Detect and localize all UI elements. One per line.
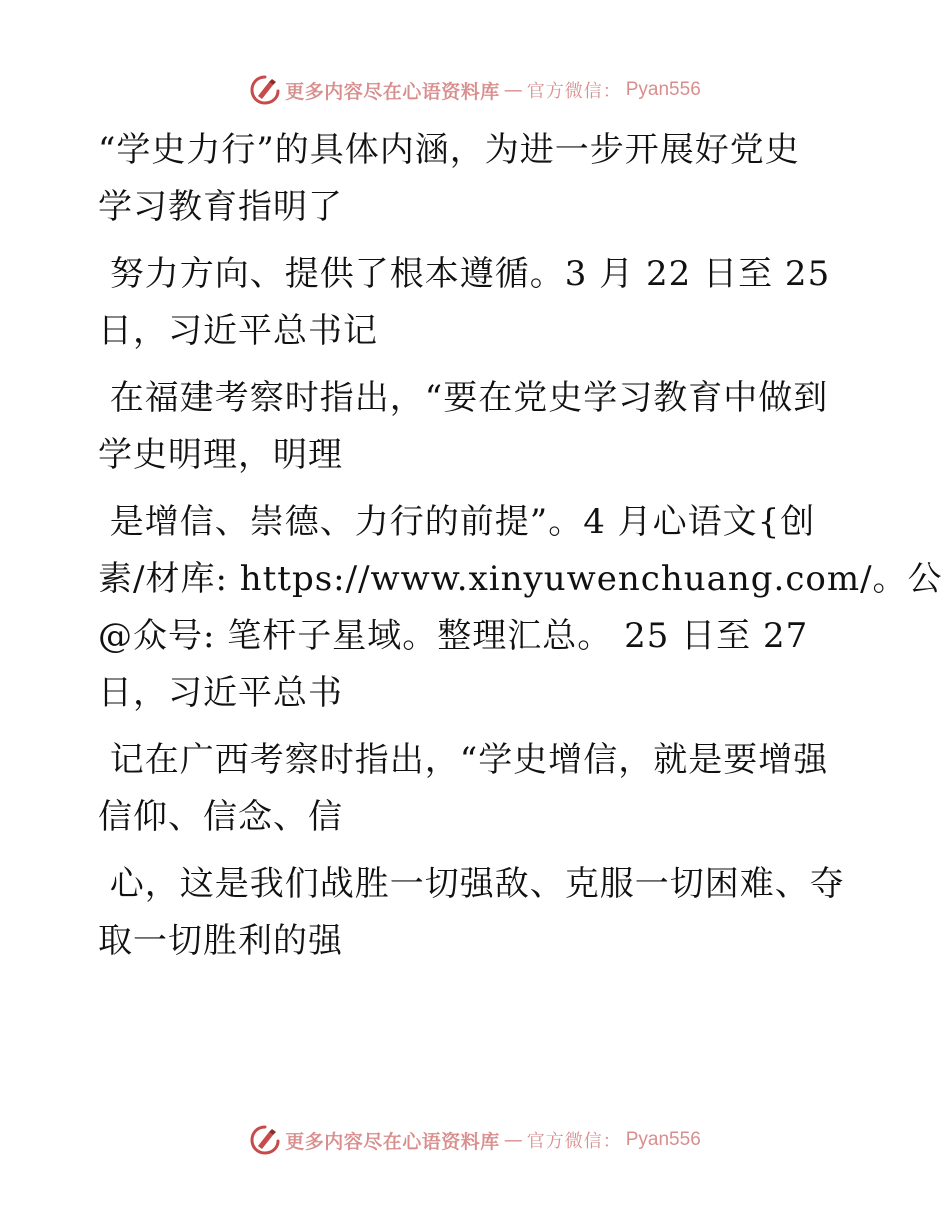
text-line: 日，习近平总书记 [98,311,378,351]
footer-watermark [0,1120,950,1160]
text-line: 日，习近平总书 [98,673,343,713]
text-line: 学习教育指明了 [98,187,343,227]
text-line: 学史明理，明理 [98,435,343,475]
paragraph-3 [98,370,858,484]
watermark-official-label: 官方微信： [526,81,622,102]
watermark-wechat-id: Pyan556 [625,79,701,100]
pen-swirl-logo-icon [249,1124,281,1156]
watermark-text: 更多内容尽在心语资料库 [285,1130,500,1153]
text-line: 是增信、崇德、力行的前提”。4 月心语文{创 [98,502,816,542]
text-line: @众号: 笔杆子星域。整理汇总。 25 日至 27 [98,616,809,656]
text-line: 取一切胜利的强 [98,921,343,961]
document-body [98,122,943,980]
paragraph-4 [98,494,943,722]
watermark-dash: — [503,79,523,101]
watermark-official-label: 官方微信： [526,1131,622,1152]
watermark-dash: — [503,1129,523,1151]
text-line: 素/材库: https://www.xinyuwenchuang.com/。公 [98,559,943,599]
text-line: 信仰、信念、信 [98,797,343,837]
paragraph-1 [98,122,858,236]
text-line: 努力方向、提供了根本遵循。3 月 22 日至 25 [98,254,831,294]
text-line: 记在广西考察时指出，“学史增信，就是要增强 [98,740,829,780]
watermark-wechat-id: Pyan556 [625,1129,701,1150]
text-line: 在福建考察时指出，“要在党史学习教育中做到 [98,378,829,418]
header-watermark [0,70,950,110]
paragraph-6 [98,856,858,970]
text-line: “学史力行”的具体内涵，为进一步开展好党史 [98,130,800,170]
paragraph-5 [98,732,858,846]
text-line: 心，这是我们战胜一切强敌、克服一切困难、夺 [98,864,845,904]
pen-swirl-logo-icon [249,74,281,106]
watermark-text: 更多内容尽在心语资料库 [285,80,500,103]
paragraph-2 [98,246,858,360]
